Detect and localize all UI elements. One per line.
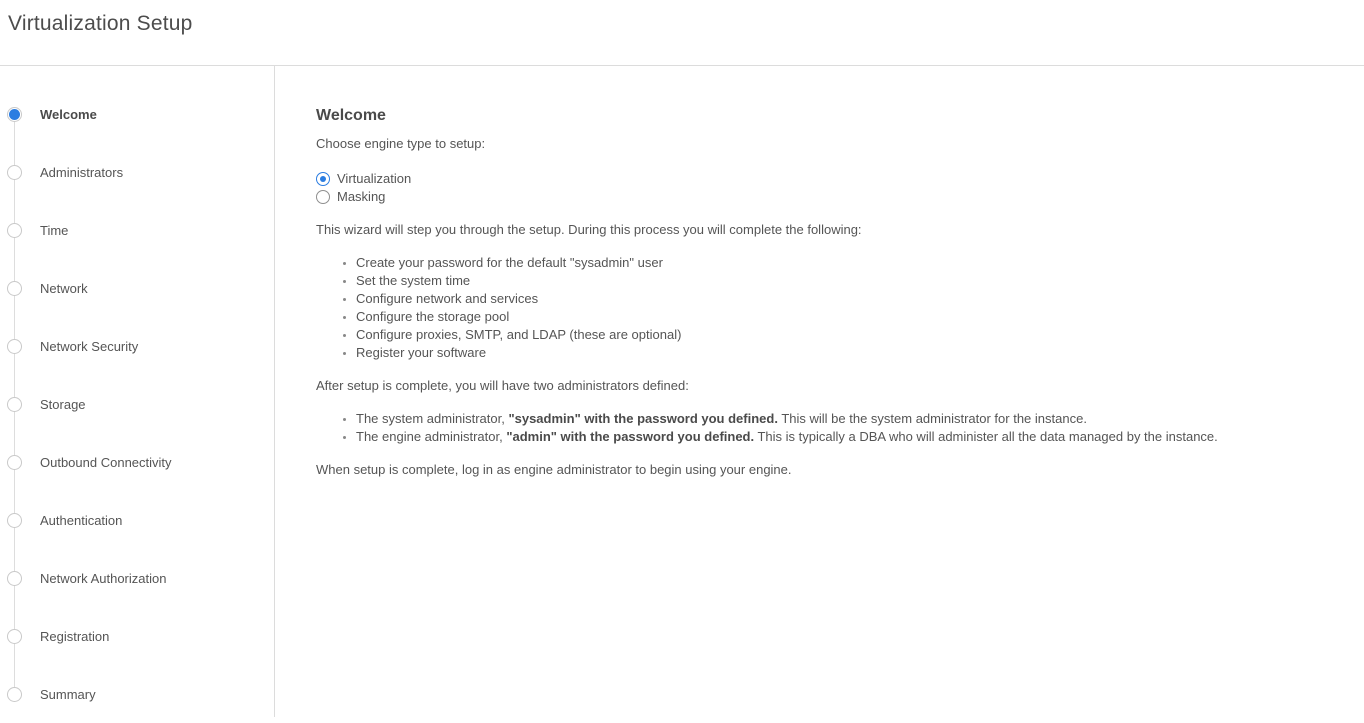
step-radio-icon [7, 107, 22, 122]
page-title: Virtualization Setup [8, 12, 193, 35]
closing-text: When setup is complete, log in as engine administrator to begin using your engine. [316, 462, 792, 477]
step-radio-icon [7, 455, 22, 470]
step-label: Network Authorization [40, 570, 167, 586]
sidebar-step-welcome[interactable] [0, 85, 274, 143]
step-radio-icon [7, 339, 22, 354]
setup-stepper-sidebar [0, 66, 275, 717]
sidebar-step-time[interactable] [0, 201, 274, 259]
sidebar-step-administrators[interactable] [0, 143, 274, 201]
step-radio-icon [7, 513, 22, 528]
list-item: • The system administrator, "sysadmin" with the password you defined. This will be the system administrator for the instance. [356, 410, 1334, 428]
step-label: Network [40, 280, 88, 296]
stepper-list [0, 85, 274, 723]
list-item: • Create your password for the default "sysadmin" user [356, 254, 1334, 272]
welcome-panel [275, 66, 1364, 717]
step-label: Registration [40, 628, 110, 644]
choose-engine-label: Choose engine type to setup: [316, 136, 486, 151]
app-header [0, 0, 1364, 66]
engine-type-radio-group [316, 170, 1334, 206]
wizard-intro-text: This wizard will step you through the setup. During this process you will complete the following: [316, 222, 862, 237]
virtualization-radio[interactable] [316, 172, 330, 186]
step-label: Time [40, 222, 69, 238]
step-radio-icon [7, 571, 22, 586]
virtualization-radio-label: Virtualization [337, 171, 412, 186]
main-layout [0, 66, 1364, 717]
administrators-list [316, 410, 1334, 446]
step-label: Authentication [40, 512, 123, 528]
step-radio-icon [7, 687, 22, 702]
step-radio-icon [7, 281, 22, 296]
virtualization-option-row[interactable] [316, 170, 1334, 188]
step-radio-icon [7, 223, 22, 238]
step-radio-icon [7, 165, 22, 180]
list-item: • Configure network and services [356, 290, 1334, 308]
list-item: • Set the system time [356, 272, 1334, 290]
step-label: Outbound Connectivity [40, 454, 172, 470]
step-label: Network Security [40, 338, 139, 354]
masking-radio[interactable] [316, 190, 330, 204]
sidebar-step-network-security[interactable] [0, 317, 274, 375]
list-item: • Configure the storage pool [356, 308, 1334, 326]
sidebar-step-network-authorization[interactable] [0, 549, 274, 607]
setup-tasks-list [316, 254, 1334, 362]
step-label: Storage [40, 396, 86, 412]
step-label: Summary [40, 686, 96, 702]
sidebar-step-storage[interactable] [0, 375, 274, 433]
masking-radio-label: Masking [337, 189, 386, 204]
sidebar-step-summary[interactable] [0, 665, 274, 723]
list-item: • The engine administrator, "admin" with the password you defined. This is typically a DBA who will administer all the data managed by the instance. [356, 428, 1334, 446]
step-radio-icon [7, 629, 22, 644]
step-label: Administrators [40, 164, 124, 180]
step-label: Welcome [40, 106, 97, 122]
sidebar-step-authentication[interactable] [0, 491, 274, 549]
panel-heading: Welcome [316, 107, 386, 124]
list-item: • Configure proxies, SMTP, and LDAP (these are optional) [356, 326, 1334, 344]
list-item: • Register your software [356, 344, 1334, 362]
sidebar-step-registration[interactable] [0, 607, 274, 665]
masking-option-row[interactable] [316, 188, 1334, 206]
step-radio-icon [7, 397, 22, 412]
sidebar-step-network[interactable] [0, 259, 274, 317]
after-setup-text: After setup is complete, you will have two administrators defined: [316, 378, 689, 393]
sidebar-step-outbound-connectivity[interactable] [0, 433, 274, 491]
